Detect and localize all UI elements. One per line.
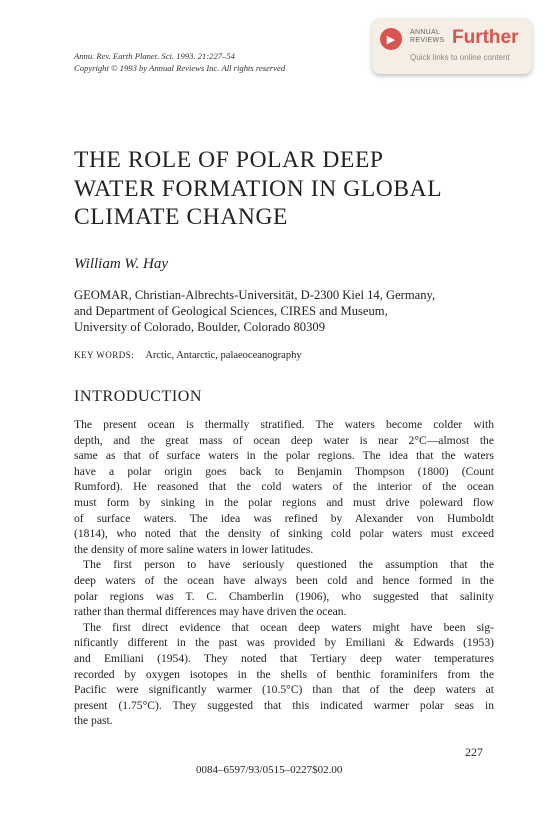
quick-links-label: Quick links to online content	[410, 53, 510, 62]
author-affiliation	[74, 287, 494, 336]
citation-line: Annu. Rev. Earth Planet. Sci. 1993. 21:227–54	[74, 51, 235, 61]
further-label: Further	[452, 27, 519, 48]
annual-reviews-logo-icon	[380, 28, 402, 50]
body-line: recorded by oxygen isotopes in the shells of benthic foraminifers from the	[74, 667, 494, 681]
affiliation-line: University of Colorado, Boulder, Colorado 80309	[74, 320, 325, 335]
body-line: and Emiliani (1954). They noted that Tertiary deep water temperatures	[74, 651, 494, 665]
annual-label: ANNUAL	[410, 29, 441, 36]
further-badge[interactable]	[372, 18, 532, 74]
title-line: CLIMATE CHANGE	[74, 204, 289, 230]
annual-reviews-wordmark	[410, 29, 444, 45]
body-line: depth, and the great mass of ocean deep water is near 2°C—almost the	[74, 433, 494, 447]
affiliation-line: GEOMAR, Christian-Albrechts-Universität, D-2300 Kiel 14, Germany,	[74, 288, 436, 302]
keywords	[74, 350, 302, 361]
body-line: nificantly different in the past was provided by Emiliani & Edwards (1953)	[74, 636, 494, 650]
title-line: WATER FORMATION IN GLOBAL	[74, 175, 443, 202]
citation-copyright: Copyright © 1993 by Annual Reviews Inc. All rights reserved	[74, 63, 286, 73]
body-line: The first direct evidence that ocean deep waters might have been sig-	[83, 620, 494, 634]
keywords-label: KEY WORDS:	[74, 350, 135, 360]
body-line: Rumford). He reasoned that the cold waters of the interior of the ocean	[74, 480, 494, 494]
body-line: same as that of surface waters in the polar regions. The idea that the waters	[74, 449, 494, 463]
reviews-label: REVIEWS	[410, 37, 445, 44]
body-line: deep waters of the ocean have always been cold and hence formed in the	[74, 573, 494, 587]
body-line: polar regions was T. C. Chamberlin (1906), who suggested that salinity	[74, 589, 494, 603]
body-line: The present ocean is thermally stratified. The waters become colder with	[74, 418, 494, 431]
body-line: must form by sinking in the polar regions and must drive poleward flow	[74, 495, 494, 509]
title-line: THE ROLE OF POLAR DEEP	[74, 147, 384, 173]
article-title	[74, 146, 514, 232]
affiliation-line: and Department of Geological Sciences, CIRES and Museum,	[74, 304, 388, 319]
journal-citation	[74, 50, 285, 74]
body-line: the density of more saline waters in lower latitudes.	[74, 542, 314, 556]
section-heading: INTRODUCTION	[74, 388, 203, 405]
body-line: rather than thermal differences may have driven the ocean.	[74, 605, 347, 619]
page-number: 227	[465, 745, 483, 759]
keywords-values: Arctic, Antarctic, palaeoceanography	[145, 350, 302, 361]
author-name: William W. Hay	[74, 256, 169, 272]
body-text	[74, 417, 494, 729]
play-icon: ▶	[386, 32, 396, 46]
body-line: present (1.75°C). They suggested that this indicated warmer polar seas in	[74, 698, 494, 712]
body-line: Pacific were significantly warmer (10.5°C) than that of the deep waters at	[74, 683, 494, 697]
article-code: 0084–6597/93/0515–0227$02.00	[196, 764, 343, 776]
body-line: the past.	[74, 714, 113, 728]
body-line: of surface waters. The idea was refined by Alexander von Humboldt	[74, 511, 494, 525]
body-line: The first person to have seriously questioned the assumption that the	[83, 558, 494, 572]
body-line: (1814), who noted that the density of sinking cold polar waters must exceed	[74, 527, 494, 541]
body-line: have a polar origin goes back to Benjamin Thompson (1800) (Count	[74, 464, 494, 478]
